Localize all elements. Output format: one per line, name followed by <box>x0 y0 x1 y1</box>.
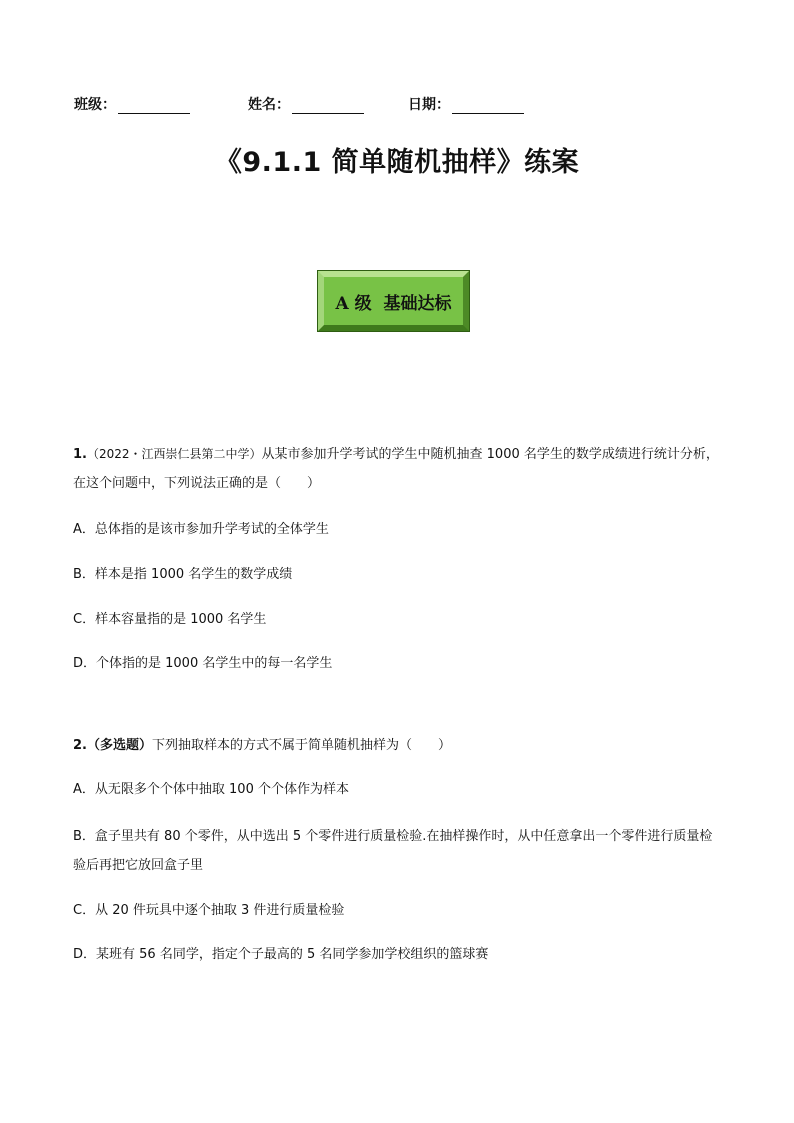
question-1-stem: 从某市参加升学考试的学生中随机抽查 1000 名学生的数学成绩进行统计分析，在这个问题中，下列说法正确的是（ ） <box>73 447 719 491</box>
question-1-option-d[interactable]: D．个体指的是 1000 名学生中的每一名学生 <box>73 656 333 671</box>
class-field[interactable] <box>74 94 190 114</box>
name-field[interactable] <box>248 94 364 114</box>
name-label: 姓名： <box>248 97 290 113</box>
question-2-option-a[interactable]: A．从无限多个个体中抽取 100 个个体作为样本 <box>73 782 349 797</box>
date-label: 日期： <box>408 97 450 113</box>
question-2-option-b[interactable]: B．盒子里共有 80 个零件，从中选出 5 个零件进行质量检验.在抽样操作时，从中任意拿出一个零件进行质量检验后再把它放回盒子里 <box>73 829 713 873</box>
question-2-option-d[interactable]: D．某班有 56 名同学，指定个子最高的 5 名同学参加学校组织的篮球赛 <box>73 947 489 962</box>
class-blank[interactable] <box>118 99 190 114</box>
question-1-source: （2022・江西崇仁县第二中学） <box>86 447 262 461</box>
question-1-option-a[interactable]: A．总体指的是该市参加升学考试的全体学生 <box>73 522 329 537</box>
question-1 <box>73 440 723 498</box>
class-label: 班级： <box>74 97 116 113</box>
question-2 <box>73 731 723 760</box>
page-title: 《9.1.1 简单随机抽样》练案 <box>214 147 580 178</box>
question-2-stem: 下列抽取样本的方式不属于简单随机抽样为（ ） <box>152 738 452 753</box>
date-field[interactable] <box>408 94 524 114</box>
level-badge-label: A 级 基础达标 <box>324 277 463 325</box>
question-1-option-b[interactable]: B．样本是指 1000 名学生的数学成绩 <box>73 567 293 582</box>
question-2-number: 2. <box>73 738 87 753</box>
level-badge <box>318 271 469 331</box>
name-blank[interactable] <box>292 99 364 114</box>
date-blank[interactable] <box>452 99 524 114</box>
question-2-tag: （多选题） <box>86 738 152 753</box>
question-1-number: 1. <box>73 447 87 462</box>
question-2-option-c[interactable]: C．从 20 件玩具中逐个抽取 3 件进行质量检验 <box>73 903 345 918</box>
question-1-option-c[interactable]: C．样本容量指的是 1000 名学生 <box>73 612 267 627</box>
